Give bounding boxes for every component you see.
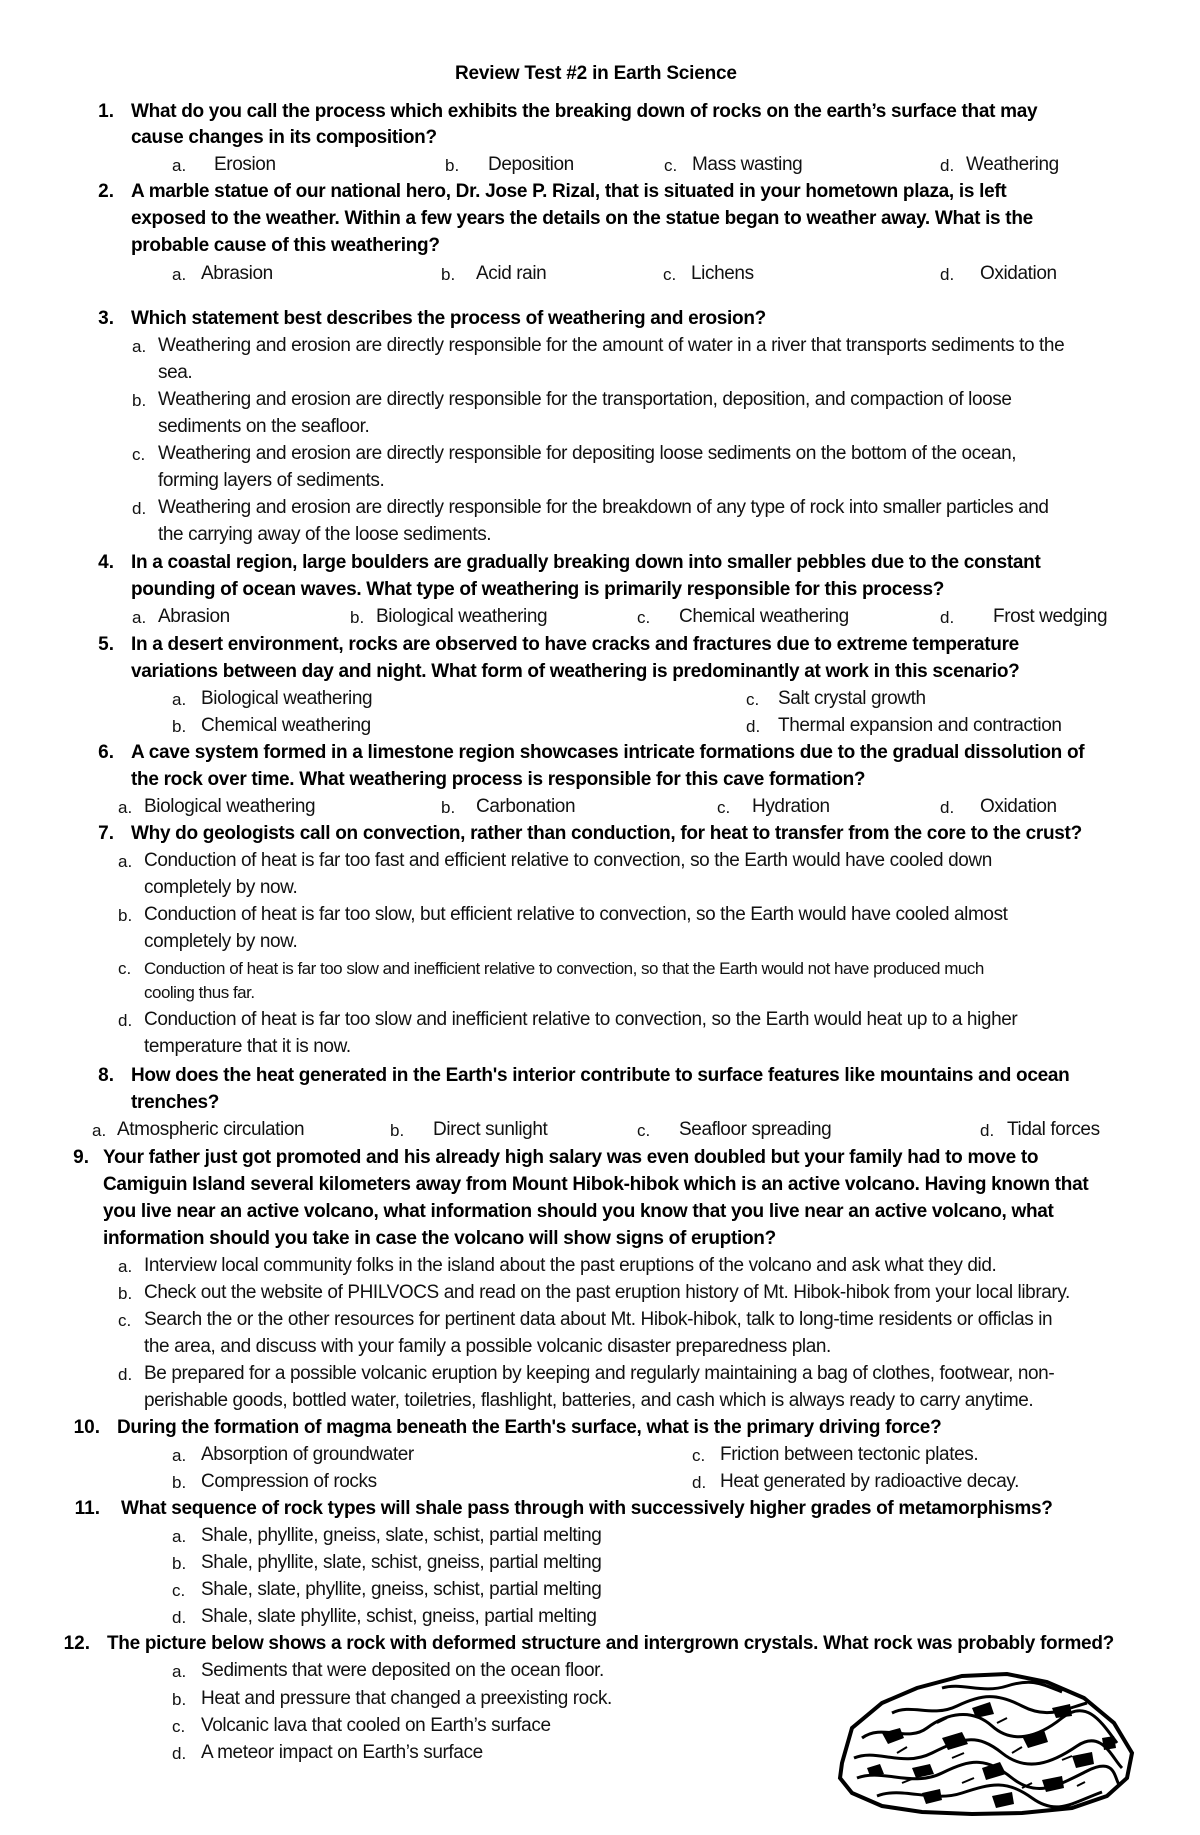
option-text[interactable]: Shale, phyllite, slate, schist, gneiss, partial melting bbox=[201, 1552, 602, 1573]
question-text: What do you call the process which exhibits the breaking down of rocks on the earth’s surface that may bbox=[131, 101, 1038, 122]
option-text[interactable]: Salt crystal growth bbox=[778, 688, 926, 709]
option-text[interactable]: Carbonation bbox=[476, 796, 576, 817]
option-letter: d. bbox=[132, 499, 147, 518]
option-text[interactable]: Shale, phyllite, gneiss, slate, schist, partial melting bbox=[201, 1525, 602, 1546]
option-letter: a. bbox=[172, 1662, 187, 1681]
option-letter: d. bbox=[118, 1011, 133, 1030]
option-text[interactable]: completely by now. bbox=[144, 877, 298, 898]
option-text[interactable]: Lichens bbox=[691, 263, 754, 284]
option-letter: a. bbox=[118, 1257, 133, 1276]
question-text: cause changes in its composition? bbox=[131, 127, 437, 148]
option-text[interactable]: Absorption of groundwater bbox=[201, 1444, 414, 1465]
option-text[interactable]: Weathering and erosion are directly responsible for the amount of water in a river that transports sediments to the bbox=[158, 335, 1065, 356]
option-letter: b. bbox=[350, 608, 365, 627]
option-letter: d. bbox=[940, 608, 955, 627]
question-number: 1. bbox=[98, 101, 114, 122]
option-text[interactable]: sea. bbox=[158, 362, 193, 383]
option-text[interactable]: Heat generated by radioactive decay. bbox=[720, 1471, 1019, 1492]
option-text[interactable]: Biological weathering bbox=[376, 606, 548, 627]
option-letter: d. bbox=[980, 1121, 995, 1140]
option-letter: c. bbox=[663, 265, 677, 284]
option-text[interactable]: Frost wedging bbox=[993, 606, 1108, 627]
option-letter: a. bbox=[172, 156, 187, 175]
question-number: 8. bbox=[98, 1065, 114, 1086]
question-text: exposed to the weather. Within a few years the details on the statue began to weather away. What is the bbox=[131, 208, 1033, 229]
option-text[interactable]: Erosion bbox=[214, 154, 276, 175]
option-text[interactable]: Interview local community folks in the island about the past eruptions of the volcano and ask what they did. bbox=[144, 1255, 997, 1276]
question-number: 12. bbox=[63, 1633, 90, 1654]
option-text[interactable]: Direct sunlight bbox=[433, 1119, 548, 1140]
question-text: In a desert environment, rocks are observed to have cracks and fractures due to extreme temperature bbox=[131, 634, 1019, 655]
option-text[interactable]: Atmospheric circulation bbox=[117, 1119, 305, 1140]
option-text[interactable]: Deposition bbox=[488, 154, 574, 175]
option-text[interactable]: Biological weathering bbox=[201, 688, 373, 709]
option-letter: c. bbox=[746, 690, 760, 709]
option-letter: d. bbox=[172, 1608, 187, 1627]
question-text: How does the heat generated in the Earth's interior contribute to surface features like mountains and ocean bbox=[131, 1065, 1070, 1086]
option-letter: a. bbox=[172, 1446, 187, 1465]
option-letter: d. bbox=[746, 717, 761, 736]
option-text[interactable]: Conduction of heat is far too slow and inefficient relative to convection, so the Earth would heat up to a higher bbox=[144, 1009, 1018, 1030]
question-text: Which statement best describes the process of weathering and erosion? bbox=[131, 308, 766, 329]
option-text[interactable]: Shale, slate phyllite, schist, gneiss, partial melting bbox=[201, 1606, 597, 1627]
question-number: 5. bbox=[98, 634, 114, 655]
option-letter: a. bbox=[172, 1527, 187, 1546]
question-text: During the formation of magma beneath the Earth's surface, what is the primary driving force? bbox=[117, 1417, 942, 1438]
question-number: 9. bbox=[73, 1147, 89, 1168]
question-number: 3. bbox=[98, 308, 114, 329]
option-letter: a. bbox=[172, 265, 187, 284]
option-letter: b. bbox=[390, 1121, 405, 1140]
option-text[interactable]: Biological weathering bbox=[144, 796, 316, 817]
option-text[interactable]: Shale, slate, phyllite, gneiss, schist, partial melting bbox=[201, 1579, 602, 1600]
option-text[interactable]: A meteor impact on Earth’s surface bbox=[201, 1742, 483, 1763]
option-letter: c. bbox=[172, 1717, 186, 1736]
option-text[interactable]: Be prepared for a possible volcanic eruption by keeping and regularly maintaining a bag of clothes, footwear, non- bbox=[144, 1363, 1055, 1384]
option-text[interactable]: Acid rain bbox=[476, 263, 547, 284]
option-text[interactable]: Search the or the other resources for pertinent data about Mt. Hibok-hibok, talk to long-time residents or officlas in bbox=[144, 1309, 1053, 1330]
option-letter: b. bbox=[441, 265, 456, 284]
option-letter: d. bbox=[692, 1473, 707, 1492]
option-text[interactable]: Abrasion bbox=[201, 263, 273, 284]
question-text: What sequence of rock types will shale pass through with successively higher grades of metamorphisms? bbox=[121, 1498, 1053, 1519]
option-text[interactable]: Friction between tectonic plates. bbox=[720, 1444, 979, 1465]
option-text[interactable]: Conduction of heat is far too slow, but efficient relative to convection, so the Earth would have cooled almost bbox=[144, 904, 1008, 925]
option-text[interactable]: sediments on the seafloor. bbox=[158, 416, 370, 437]
option-letter: b. bbox=[118, 1284, 133, 1303]
option-letter: c. bbox=[172, 1581, 186, 1600]
option-text[interactable]: completely by now. bbox=[144, 931, 298, 952]
question-text: In a coastal region, large boulders are gradually breaking down into smaller pebbles due to the constant bbox=[131, 552, 1041, 573]
option-letter: c. bbox=[637, 1121, 651, 1140]
option-letter: a. bbox=[132, 337, 147, 356]
question-text: trenches? bbox=[131, 1092, 220, 1113]
option-text[interactable]: Thermal expansion and contraction bbox=[778, 715, 1062, 736]
option-letter: d. bbox=[172, 1744, 187, 1763]
option-letter: a. bbox=[172, 690, 187, 709]
option-text[interactable]: Check out the website of PHILVOCS and read on the past eruption history of Mt. Hibok-hibok from your local library. bbox=[144, 1282, 1070, 1303]
question-text: A cave system formed in a limestone region showcases intricate formations due to the gradual dissolution of bbox=[131, 742, 1085, 763]
option-text[interactable]: Oxidation bbox=[980, 796, 1057, 817]
option-text[interactable]: Weathering bbox=[966, 154, 1059, 175]
question-text: probable cause of this weathering? bbox=[131, 235, 440, 256]
option-letter: c. bbox=[692, 1446, 706, 1465]
option-letter: b. bbox=[445, 156, 460, 175]
option-text[interactable]: the area, and discuss with your family a possible volcanic disaster preparedness plan. bbox=[144, 1336, 831, 1357]
option-text[interactable]: Hydration bbox=[752, 796, 830, 817]
option-text[interactable]: Conduction of heat is far too fast and efficient relative to convection, so the Earth would have cooled down bbox=[144, 850, 992, 871]
option-text[interactable]: forming layers of sediments. bbox=[158, 470, 385, 491]
option-text[interactable]: perishable goods, bottled water, toiletries, flashlight, batteries, and cash which is always ready to carry anytime. bbox=[144, 1390, 1034, 1411]
option-letter: c. bbox=[118, 1311, 132, 1330]
option-text[interactable]: Conduction of heat is far too slow and inefficient relative to convection, so that the Earth would not have produced much bbox=[144, 959, 984, 978]
question-text: the rock over time. What weathering process is responsible for this cave formation? bbox=[131, 769, 866, 790]
option-letter: b. bbox=[118, 906, 133, 925]
option-text[interactable]: Mass wasting bbox=[692, 154, 803, 175]
option-letter: a. bbox=[92, 1121, 107, 1140]
option-letter: c. bbox=[118, 959, 132, 978]
option-letter: a. bbox=[118, 852, 133, 871]
option-letter: d. bbox=[940, 156, 955, 175]
question-text: you live near an active volcano, what information should you know that you live near an active volcano, what bbox=[103, 1201, 1054, 1222]
question-text: pounding of ocean waves. What type of weathering is primarily responsible for this process? bbox=[131, 579, 945, 600]
option-text[interactable]: Abrasion bbox=[158, 606, 230, 627]
question-number: 6. bbox=[98, 742, 114, 763]
option-letter: a. bbox=[118, 798, 133, 817]
option-text[interactable]: the carrying away of the loose sediments. bbox=[158, 524, 492, 545]
question-text: Your father just got promoted and his already high salary was even doubled but your family had to move to bbox=[103, 1147, 1039, 1168]
question-text: A marble statue of our national hero, Dr. Jose P. Rizal, that is situated in your hometown plaza, is left bbox=[131, 181, 1007, 202]
question-number: 2. bbox=[98, 181, 114, 202]
option-letter: b. bbox=[172, 1554, 187, 1573]
question-number: 10. bbox=[73, 1417, 100, 1438]
option-text[interactable]: Volcanic lava that cooled on Earth’s surface bbox=[201, 1715, 551, 1736]
option-text[interactable]: Compression of rocks bbox=[201, 1471, 377, 1492]
option-text[interactable]: temperature that it is now. bbox=[144, 1036, 351, 1057]
question-text: The picture below shows a rock with deformed structure and intergrown crystals. What rock was probably formed? bbox=[107, 1633, 1114, 1654]
page-title: Review Test #2 in Earth Science bbox=[455, 63, 737, 84]
option-text[interactable]: Tidal forces bbox=[1007, 1119, 1100, 1140]
option-letter: c. bbox=[717, 798, 731, 817]
option-text[interactable]: Weathering and erosion are directly responsible for depositing loose sediments on the bottom of the ocean, bbox=[158, 443, 1017, 464]
option-letter: c. bbox=[132, 445, 146, 464]
question-number: 7. bbox=[98, 823, 114, 844]
option-letter: b. bbox=[172, 717, 187, 736]
option-letter: b. bbox=[172, 1473, 187, 1492]
option-text[interactable]: Weathering and erosion are directly responsible for the transportation, deposition, and compaction of loose bbox=[158, 389, 1012, 410]
option-text[interactable]: Chemical weathering bbox=[679, 606, 849, 627]
option-letter: d. bbox=[940, 265, 955, 284]
question-text: Why do geologists call on convection, rather than conduction, for heat to transfer from the core to the crust? bbox=[131, 823, 1082, 844]
question-number: 11. bbox=[74, 1498, 100, 1519]
option-letter: c. bbox=[664, 156, 678, 175]
option-letter: a. bbox=[132, 608, 147, 627]
option-letter: d. bbox=[118, 1365, 133, 1384]
option-text[interactable]: Heat and pressure that changed a preexisting rock. bbox=[201, 1688, 612, 1709]
question-number: 4. bbox=[98, 552, 114, 573]
option-letter: d. bbox=[940, 798, 955, 817]
option-text[interactable]: Seafloor spreading bbox=[679, 1119, 832, 1140]
option-text[interactable]: Chemical weathering bbox=[201, 715, 371, 736]
question-text: information should you take in case the volcano will show signs of eruption? bbox=[103, 1228, 776, 1249]
question-text: Camiguin Island several kilometers away from Mount Hibok-hibok which is an active volcano. Having known that bbox=[103, 1174, 1089, 1195]
metamorphic-rock-illustration bbox=[822, 1668, 1142, 1818]
option-letter: b. bbox=[172, 1690, 187, 1709]
option-text[interactable]: Weathering and erosion are directly responsible for the breakdown of any type of rock into smaller particles and bbox=[158, 497, 1049, 518]
option-text[interactable]: Oxidation bbox=[980, 263, 1057, 284]
option-letter: c. bbox=[637, 608, 651, 627]
option-text[interactable]: cooling thus far. bbox=[144, 983, 255, 1002]
question-text: variations between day and night. What form of weathering is predominantly at work in this scenario? bbox=[131, 661, 1020, 682]
option-letter: b. bbox=[132, 391, 147, 410]
option-text[interactable]: Sediments that were deposited on the ocean floor. bbox=[201, 1660, 604, 1681]
option-letter: b. bbox=[441, 798, 456, 817]
